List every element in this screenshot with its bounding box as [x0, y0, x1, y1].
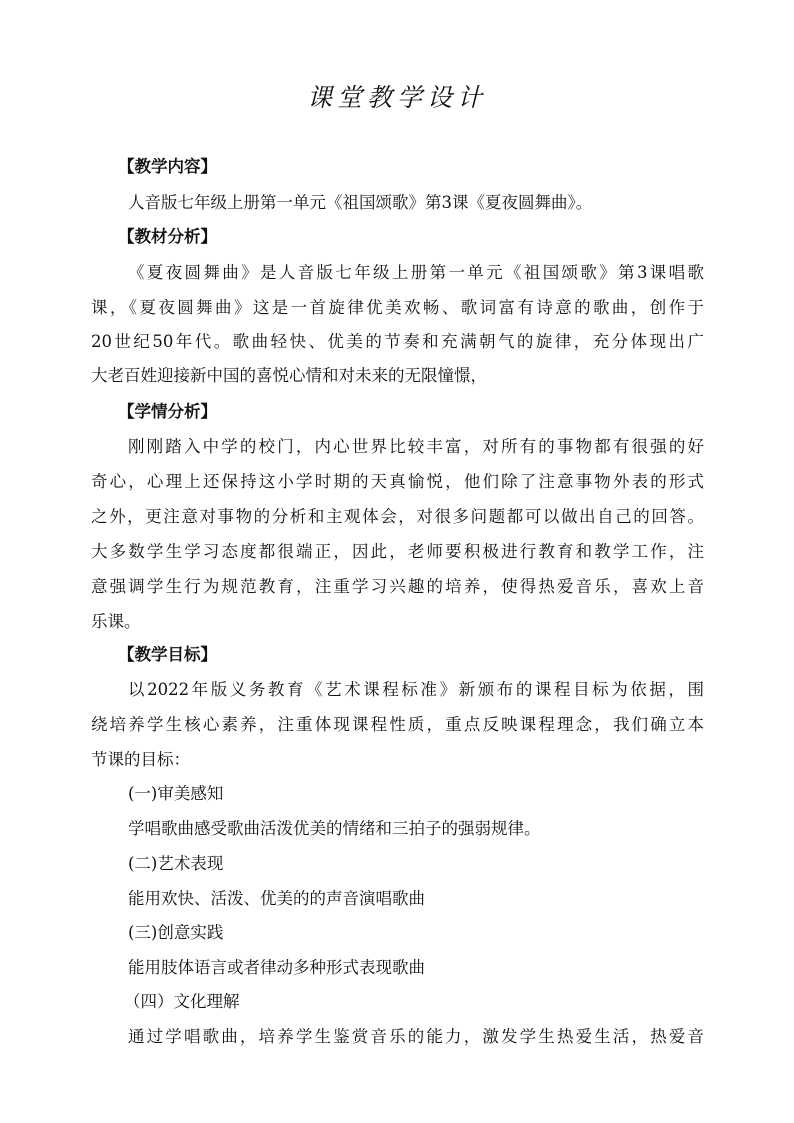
- paragraph-line: 节课的目标：: [91, 750, 190, 769]
- paragraph-line: 20世纪50年代。歌曲轻快、优美的节奏和充满朝气的旋律，充分体现出广: [91, 332, 704, 351]
- paragraph-line: 课，《夏夜圆舞曲》这是一首旋律优美欢畅、歌词富有诗意的歌曲，创作于: [91, 298, 704, 317]
- paragraph-line: 乐课。: [91, 612, 141, 631]
- paragraph-line: 之外，更注意对事物的分析和主观体会，对很多问题都可以做出自己的回答。: [91, 507, 704, 526]
- goal-text-creative: 能用肢体语言或者律动多种形式表现歌曲: [128, 958, 425, 977]
- section-heading-goals: 【教学目标】: [118, 645, 217, 664]
- paragraph-line: 意强调学生行为规范教育，注重学习兴趣的培养，使得热爱音乐，喜欢上音: [91, 577, 704, 596]
- goal-label-aesthetic: (一)审美感知: [128, 784, 224, 803]
- paragraph-line: 大多数学生学习态度都很端正，因此，老师要积极进行教育和教学工作，注: [91, 542, 704, 561]
- section-heading-material: 【教材分析】: [118, 227, 217, 246]
- paragraph-line: 《夏夜圆舞曲》是人音版七年级上册第一单元《祖国颂歌》第3课唱歌: [128, 263, 704, 282]
- goal-text-aesthetic: 学唱歌曲感受歌曲活泼优美的情绪和三拍子的强弱规律。: [128, 819, 541, 838]
- paragraph-line: 奇心，心理上还保持这小学时期的天真愉悦，他们除了注意事物外表的形式: [91, 472, 704, 491]
- section-heading-students: 【学情分析】: [118, 402, 217, 421]
- paragraph-line: 以2022年版义务教育《艺术课程标准》新颁布的课程目标为依据，围: [128, 680, 704, 699]
- goal-text-expression: 能用欢快、活泼、优美的的声音演唱歌曲: [128, 889, 425, 908]
- goal-label-creative: (三)创意实践: [128, 923, 224, 942]
- section-heading-content: 【教学内容】: [118, 157, 217, 176]
- paragraph-line: 刚刚踏入中学的校门，内心世界比较丰富，对所有的事物都有很强的好: [128, 437, 704, 456]
- page-title: 课堂教学设计: [306, 83, 487, 112]
- paragraph-line: 绕培养学生核心素养，注重体现课程性质，重点反映课程理念，我们确立本: [91, 715, 704, 734]
- goal-label-culture: （四）文化理解: [124, 992, 240, 1011]
- goal-text-culture: 通过学唱歌曲，培养学生鉴赏音乐的能力，激发学生热爱生活，热爱音: [128, 1027, 704, 1046]
- goal-label-expression: (二)艺术表现: [128, 854, 224, 873]
- paragraph-line: 大老百姓迎接新中国的喜悦心情和对未来的无限憧憬，: [91, 366, 487, 385]
- content-line: 人音版七年级上册第一单元《祖国颂歌》第3课《夏夜圆舞曲》。: [128, 193, 593, 212]
